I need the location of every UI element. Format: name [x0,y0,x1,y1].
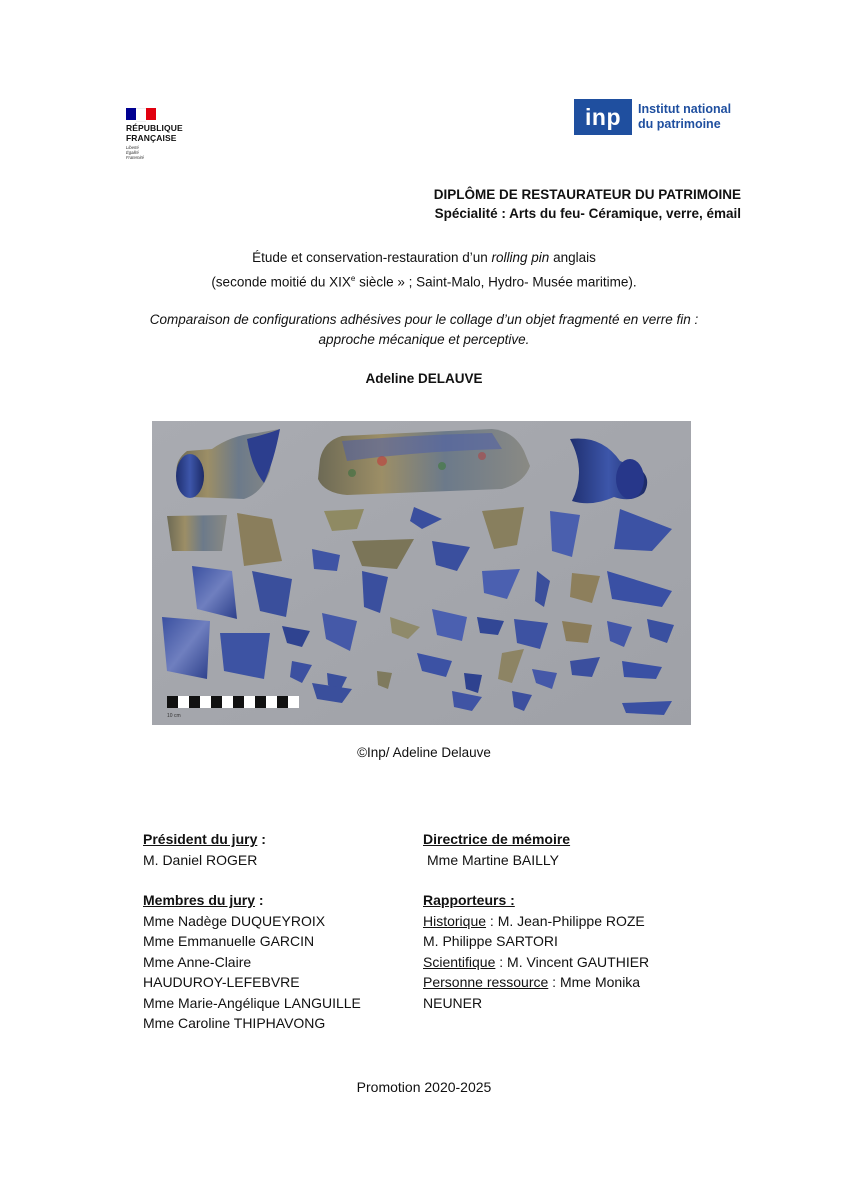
jury-member: Mme Anne-Claire [143,953,252,970]
inp-acronym: inp [574,99,632,135]
glass-fragments-photo [152,421,691,725]
photo-credit: ©Inp/ Adeline Delauve [357,745,491,760]
study-line2-start: (seconde moitié du XIX [211,274,351,290]
promotion: Promotion 2020-2025 [356,1079,492,1095]
director-heading: Directrice de mémoire [423,831,571,847]
rf-motto-line-1: Liberté [126,145,139,150]
inp-name-line-1: Institut national [638,102,732,116]
jury-right-column [423,829,713,1013]
members-colon: : [255,892,264,908]
historic-reporter-row [423,911,713,932]
author-name: Adeline DELAUVE [365,371,483,386]
president-heading-row [143,829,408,850]
jury-left-column [143,829,408,1034]
comparison-line-2: approche mécanique et perceptive. [318,332,530,347]
scale-label: 10 cm [167,713,181,719]
historic-reporter-2: M. Philippe SARTORI [423,933,558,949]
members-heading-row [143,890,408,911]
study-line2-sup: e [350,274,356,283]
tricolor-flag-icon [126,108,156,120]
director-name: Mme Martine BAILLY [427,851,560,868]
study-line1-end: anglais [549,250,596,265]
diploma-title: DIPLÔME DE RESTAURATEUR DU PATRIMOINE [433,187,741,202]
diploma-header [434,185,741,223]
study-title-line-2 [0,268,848,293]
rf-name-line-2: FRANÇAISE [126,132,177,143]
historic-label: Historique [423,912,487,929]
rf-name [126,124,206,143]
rf-motto [126,145,206,161]
rf-motto-line-3: Fraternité [126,155,144,161]
study-line1-start: Étude et conservation-restauration d’un [252,250,492,265]
rf-motto-line-2: Égalité [126,150,139,156]
jury-member: Mme Nadège DUQUEYROIX [143,912,326,929]
study-line2-end: siècle » ; Saint-Malo, Hydro- Musée maritime). [355,274,637,290]
resource-label: Personne ressource [423,974,549,990]
president-colon: : [257,831,266,847]
inp-name-line-2: du patrimoine [638,117,721,131]
jury-member: HAUDUROY-LEFEBVRE [143,974,300,990]
study-title [0,247,848,293]
diploma-specialty: Spécialité : Arts du feu- Céramique, verre, émail [434,206,741,221]
inp-name [638,102,731,132]
study-title-line-1 [0,247,848,268]
scientific-label: Scientifique [423,953,496,970]
resource-person-2: NEUNER [423,994,483,1011]
study-line1-italic: rolling pin [491,250,550,265]
jury-member: Mme Caroline THIPHAVONG [143,1015,326,1031]
resource-person: : Mme Monika [548,974,641,990]
president-heading: Président du jury [143,831,258,847]
historic-reporter: : M. Jean-Philippe ROZE [486,912,645,929]
reporters-heading: Rapporteurs : [423,892,515,908]
jury-member: Mme Marie-Angélique LANGUILLE [143,994,361,1011]
republique-francaise-logo [126,108,206,168]
scientific-reporter-row [423,952,713,973]
members-heading: Membres du jury [143,892,256,908]
resource-person-row [423,972,713,993]
comparison-subtitle [0,310,848,350]
inp-logo [574,99,731,135]
president-name: M. Daniel ROGER [143,851,258,868]
scientific-reporter: : M. Vincent GAUTHIER [495,953,650,970]
jury-member: Mme Emmanuelle GARCIN [143,933,315,949]
rf-name-line-1: RÉPUBLIQUE [126,123,183,133]
comparison-line-1: Comparaison de configurations adhésives pour le collage d’un objet fragmenté en verre fin : [149,312,699,327]
